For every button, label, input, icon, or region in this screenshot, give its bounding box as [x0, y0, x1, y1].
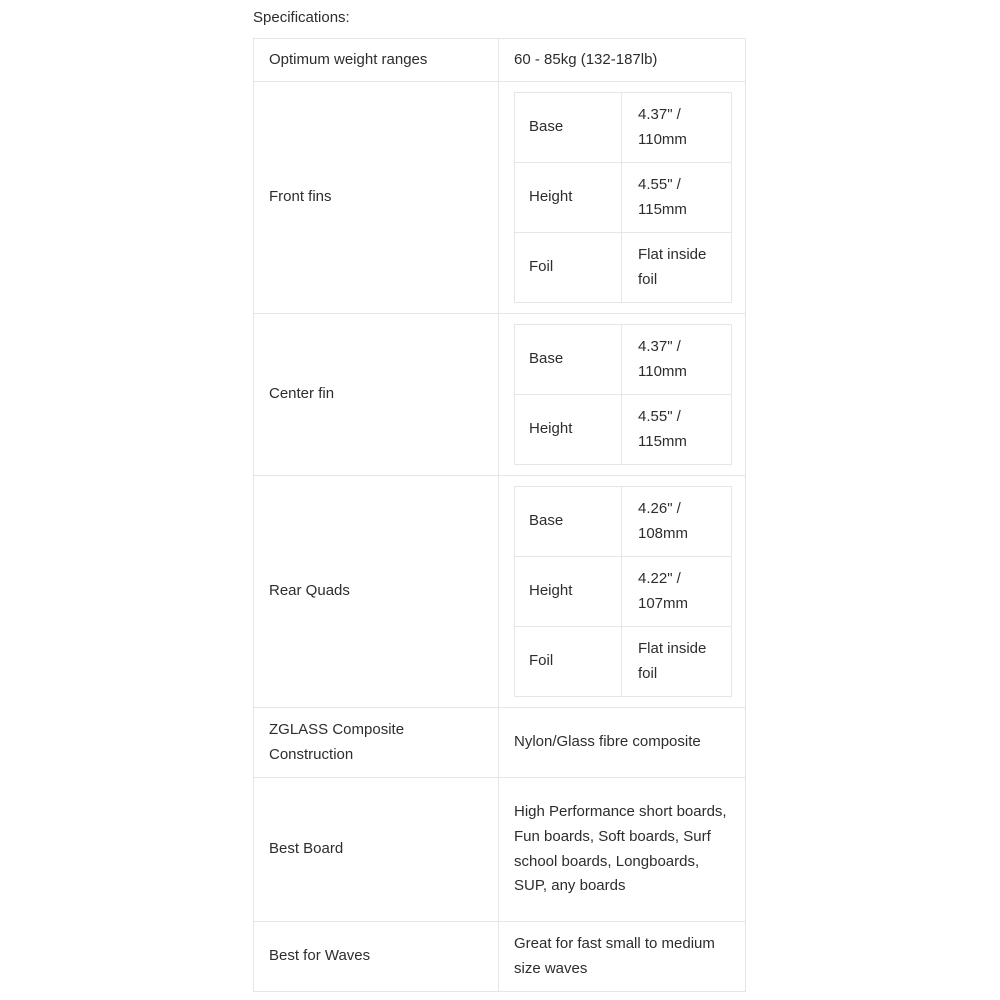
spec-value-nested — [499, 314, 746, 476]
table-row-front-fins — [254, 82, 746, 314]
nested-spec-label: Height — [515, 557, 622, 627]
nested-row — [515, 627, 732, 697]
table-row-best-board — [254, 778, 746, 922]
spec-label: Center fin — [254, 314, 499, 476]
nested-row — [515, 233, 732, 303]
nested-spec-value: Flat inside foil — [622, 233, 732, 303]
specifications-section — [253, 9, 745, 992]
table-row-best-for-waves — [254, 922, 746, 992]
nested-row — [515, 487, 732, 557]
nested-row — [515, 395, 732, 465]
spec-value: 60 - 85kg (132-187lb) — [499, 39, 746, 82]
spec-label: Optimum weight ranges — [254, 39, 499, 82]
nested-spec-value: 4.37" / 110mm — [622, 325, 732, 395]
nested-row — [515, 325, 732, 395]
nested-spec-label: Height — [515, 163, 622, 233]
nested-spec-value: 4.37" / 110mm — [622, 93, 732, 163]
table-row-rear-quads — [254, 476, 746, 708]
spec-value-nested — [499, 476, 746, 708]
nested-row — [515, 93, 732, 163]
nested-spec-value: 4.26" / 108mm — [622, 487, 732, 557]
nested-spec-label: Base — [515, 487, 622, 557]
nested-spec-value: 4.22" / 107mm — [622, 557, 732, 627]
spec-label: Best Board — [254, 778, 499, 922]
nested-spec-label: Base — [515, 325, 622, 395]
spec-value: Great for fast small to medium size waves — [499, 922, 746, 992]
nested-spec-label: Foil — [515, 233, 622, 303]
nested-spec-label: Base — [515, 93, 622, 163]
table-row-construction — [254, 708, 746, 778]
nested-spec-label: Height — [515, 395, 622, 465]
nested-row — [515, 163, 732, 233]
nested-spec-value: 4.55" / 115mm — [622, 395, 732, 465]
center-fin-dimensions-table — [514, 324, 732, 465]
table-row-optimum-weight — [254, 39, 746, 82]
specifications-table — [253, 38, 746, 992]
table-row-center-fin — [254, 314, 746, 476]
nested-spec-value: Flat inside foil — [622, 627, 732, 697]
spec-label: Front fins — [254, 82, 499, 314]
spec-label: ZGLASS Composite Construction — [254, 708, 499, 778]
rear-quads-dimensions-table — [514, 486, 732, 697]
nested-row — [515, 557, 732, 627]
spec-label: Rear Quads — [254, 476, 499, 708]
nested-spec-value: 4.55" / 115mm — [622, 163, 732, 233]
specifications-heading: Specifications: — [253, 9, 350, 26]
front-fins-dimensions-table — [514, 92, 732, 303]
nested-spec-label: Foil — [515, 627, 622, 697]
spec-label: Best for Waves — [254, 922, 499, 992]
spec-value: High Performance short boards, Fun boards, Soft boards, Surf school boards, Longboards, SUP, any boards — [499, 778, 746, 922]
spec-value-nested — [499, 82, 746, 314]
spec-value: Nylon/Glass fibre composite — [499, 708, 746, 778]
